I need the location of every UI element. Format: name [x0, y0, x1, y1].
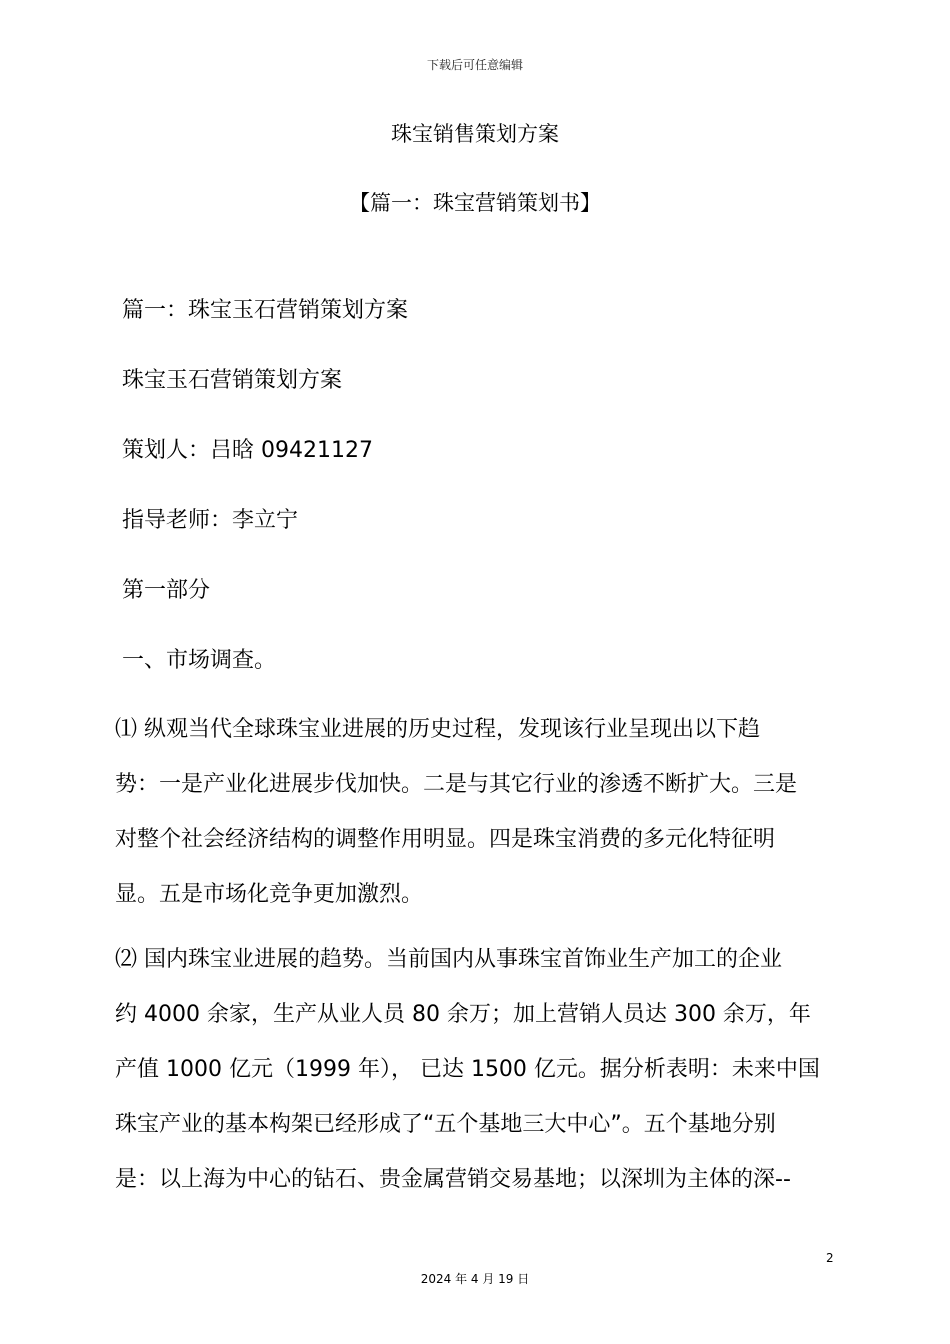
paragraph-line: 产值 1000 亿元（1999 年）， 已达 1500 亿元。据分析表明：未来中国 [115, 1057, 820, 1082]
paragraph-line: ⑴ 纵观当代全球珠宝业进展的历史过程，发现该行业呈现出以下趋 [115, 717, 760, 742]
paragraph-line: 对整个社会经济结构的调整作用明显。四是珠宝消费的多元化特征明 [115, 827, 776, 852]
plan-title: 珠宝玉石营销策划方案 [122, 368, 343, 393]
part-heading: 第一部分 [122, 578, 211, 603]
document-title: 珠宝销售策划方案 [391, 122, 559, 146]
page-number: 2 [826, 1251, 834, 1265]
header-note: 下载后可任意编辑 [426, 58, 523, 72]
advisor-line: 指导老师：李立宁 [122, 508, 299, 533]
paragraph-line: 约 4000 余家，生产从业人员 80 余万；加上营销人员达 300 余万，年 [115, 1002, 811, 1027]
paragraph-line: 显。五是市场化竞争更加激烈。 [115, 882, 424, 907]
paragraph-line: 是：以上海为中心的钻石、贵金属营销交易基地；以深圳为主体的深-- [115, 1167, 791, 1192]
market-research-heading: 一、市场调查。 [122, 648, 277, 673]
paragraph-line: 珠宝产业的基本构架已经形成了“五个基地三大中心”。五个基地分别 [115, 1112, 776, 1137]
footer-date: 2024 年 4 月 19 日 [420, 1272, 530, 1286]
paragraph-line: 势：一是产业化进展步伐加快。二是与其它行业的渗透不断扩大。三是 [115, 772, 798, 797]
section-heading: 篇一：珠宝玉石营销策划方案 [122, 298, 409, 323]
document-subtitle: 【篇一：珠宝营销策划书】 [349, 191, 601, 215]
paragraph-line: ⑵ 国内珠宝业进展的趋势。当前国内从事珠宝首饰业生产加工的企业 [115, 947, 782, 972]
planner-line: 策划人：吕晗 09421127 [122, 438, 373, 463]
